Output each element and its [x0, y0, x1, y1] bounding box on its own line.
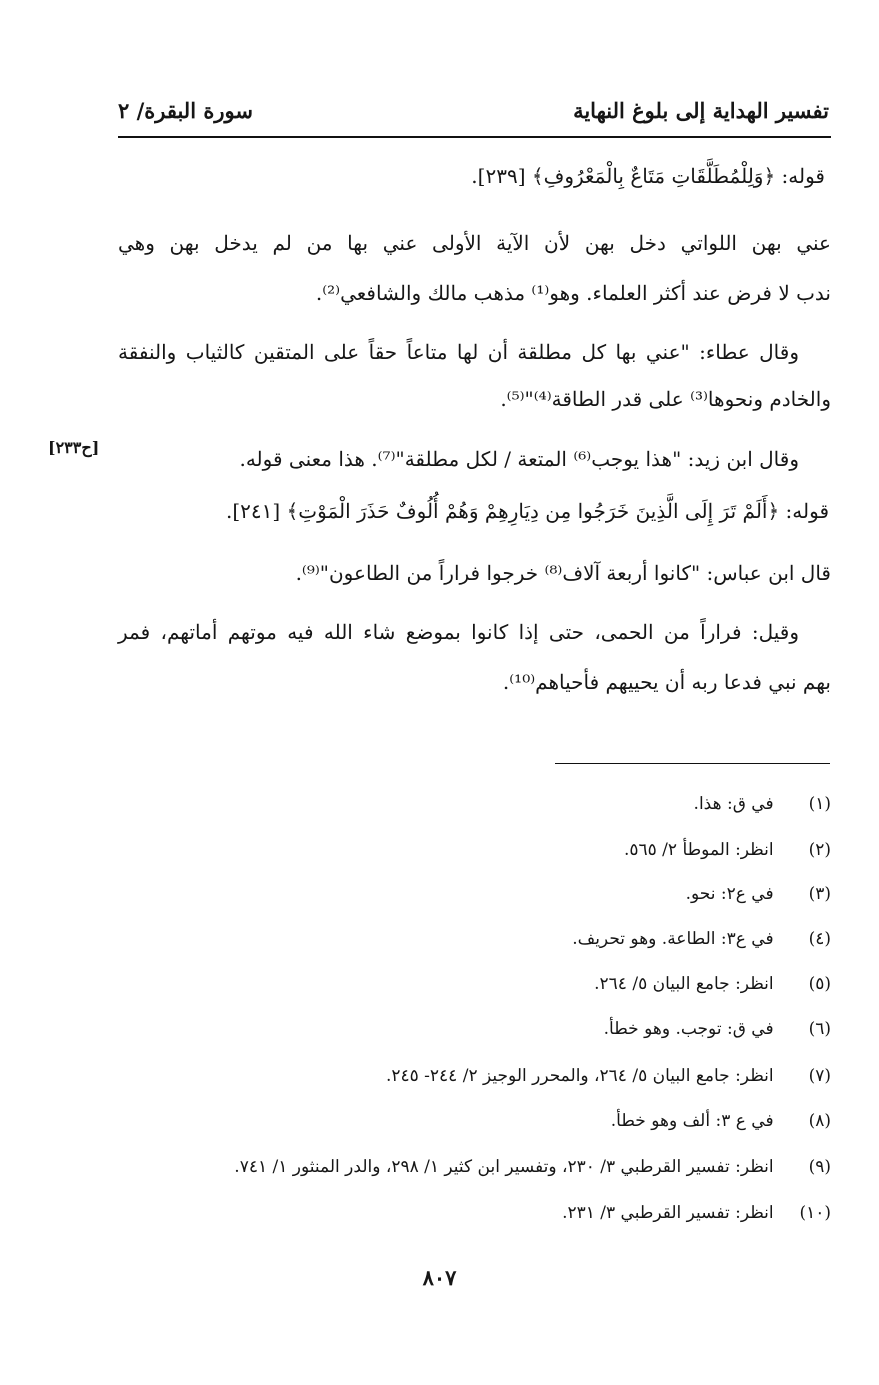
verse-line-239: قوله: ﴿وَلِلْمُطَلَّقَاتِ مَتَاعٌ بِالْمَعْرُوفِ﴾ [٢٣٩].: [471, 164, 825, 188]
body-line-1: عني بهن اللواتي دخل بهن لأن الآية الأولى عني بها من لم يدخل بهن وهي: [118, 231, 831, 255]
header-rule: [118, 136, 831, 138]
footnote: (٨) في ع ٣: ألف وهو خطأ.: [610, 1111, 831, 1131]
verse-line-241: قوله: ﴿أَلَمْ تَرَ إِلَى الَّذِينَ خَرَجُوا مِن دِيَارِهِمْ وَهُمْ أُلُوفٌ حَذَرَ الْمَوْتِ﴾ [٢٤١].: [226, 499, 829, 523]
margin-manuscript-note: [ح٢٣٣]: [48, 438, 100, 457]
book-title-header: تفسير الهداية إلى بلوغ النهاية: [573, 98, 829, 123]
body-line-2: ندب لا فرض عند أكثر العلماء. وهو⁽¹⁾ مذهب مالك والشافعي⁽²⁾.: [315, 281, 831, 305]
footnote: (١٠) انظر: تفسير القرطبي ٣/ ٢٣١.: [562, 1203, 831, 1223]
footnote: (٢) انظر: الموطأ ٢/ ٥٦٥.: [623, 840, 831, 860]
footnote: (١) في ق: هذا.: [693, 794, 831, 814]
footnote: (٧) انظر: جامع البيان ٥/ ٢٦٤، والمحرر الوجيز ٢/ ٢٤٤- ٢٤٥.: [385, 1066, 831, 1086]
surah-header: سورة البقرة/ ٢: [118, 98, 253, 123]
body-line-5: وقال ابن زيد: "هذا يوجب⁽⁶⁾ المتعة / لكل مطلقة"⁽⁷⁾. هذا معنى قوله.: [239, 447, 799, 471]
footnote-rule: [555, 763, 830, 764]
body-line-4: والخادم ونحوها⁽³⁾ على قدر الطاقة⁽⁴⁾"⁽⁵⁾.: [500, 387, 831, 411]
body-line-3: وقال عطاء: "عني بها كل مطلقة أن لها متاعاً حقاً على المتقين كالثياب والنفقة: [118, 340, 799, 364]
footnote: (٦) في ق: توجب. وهو خطأ.: [603, 1019, 831, 1039]
footnote: (٩) انظر: تفسير القرطبي ٣/ ٢٣٠، وتفسير ابن كثير ١/ ٢٩٨، والدر المنثور ١/ ٧٤١.: [234, 1157, 831, 1177]
body-line-8: وقيل: فراراً من الحمى، حتى إذا كانوا بموضع شاء الله فيه موتهم أماتهم، فمر: [118, 620, 799, 644]
footnote: (٣) في ع٢: نحو.: [685, 884, 831, 904]
footnote: (٤) في ع٣: الطاعة. وهو تحريف.: [572, 929, 831, 949]
page-number: ٨٠٧: [422, 1265, 457, 1290]
body-line-9: بهم نبي فدعا ربه أن يحييهم فأحياهم⁽¹⁰⁾.: [502, 670, 831, 694]
footnote: (٥) انظر: جامع البيان ٥/ ٢٦٤.: [594, 974, 831, 994]
body-line-7: قال ابن عباس: "كانوا أربعة آلاف⁽⁸⁾ خرجوا فراراً من الطاعون"⁽⁹⁾.: [295, 561, 831, 585]
